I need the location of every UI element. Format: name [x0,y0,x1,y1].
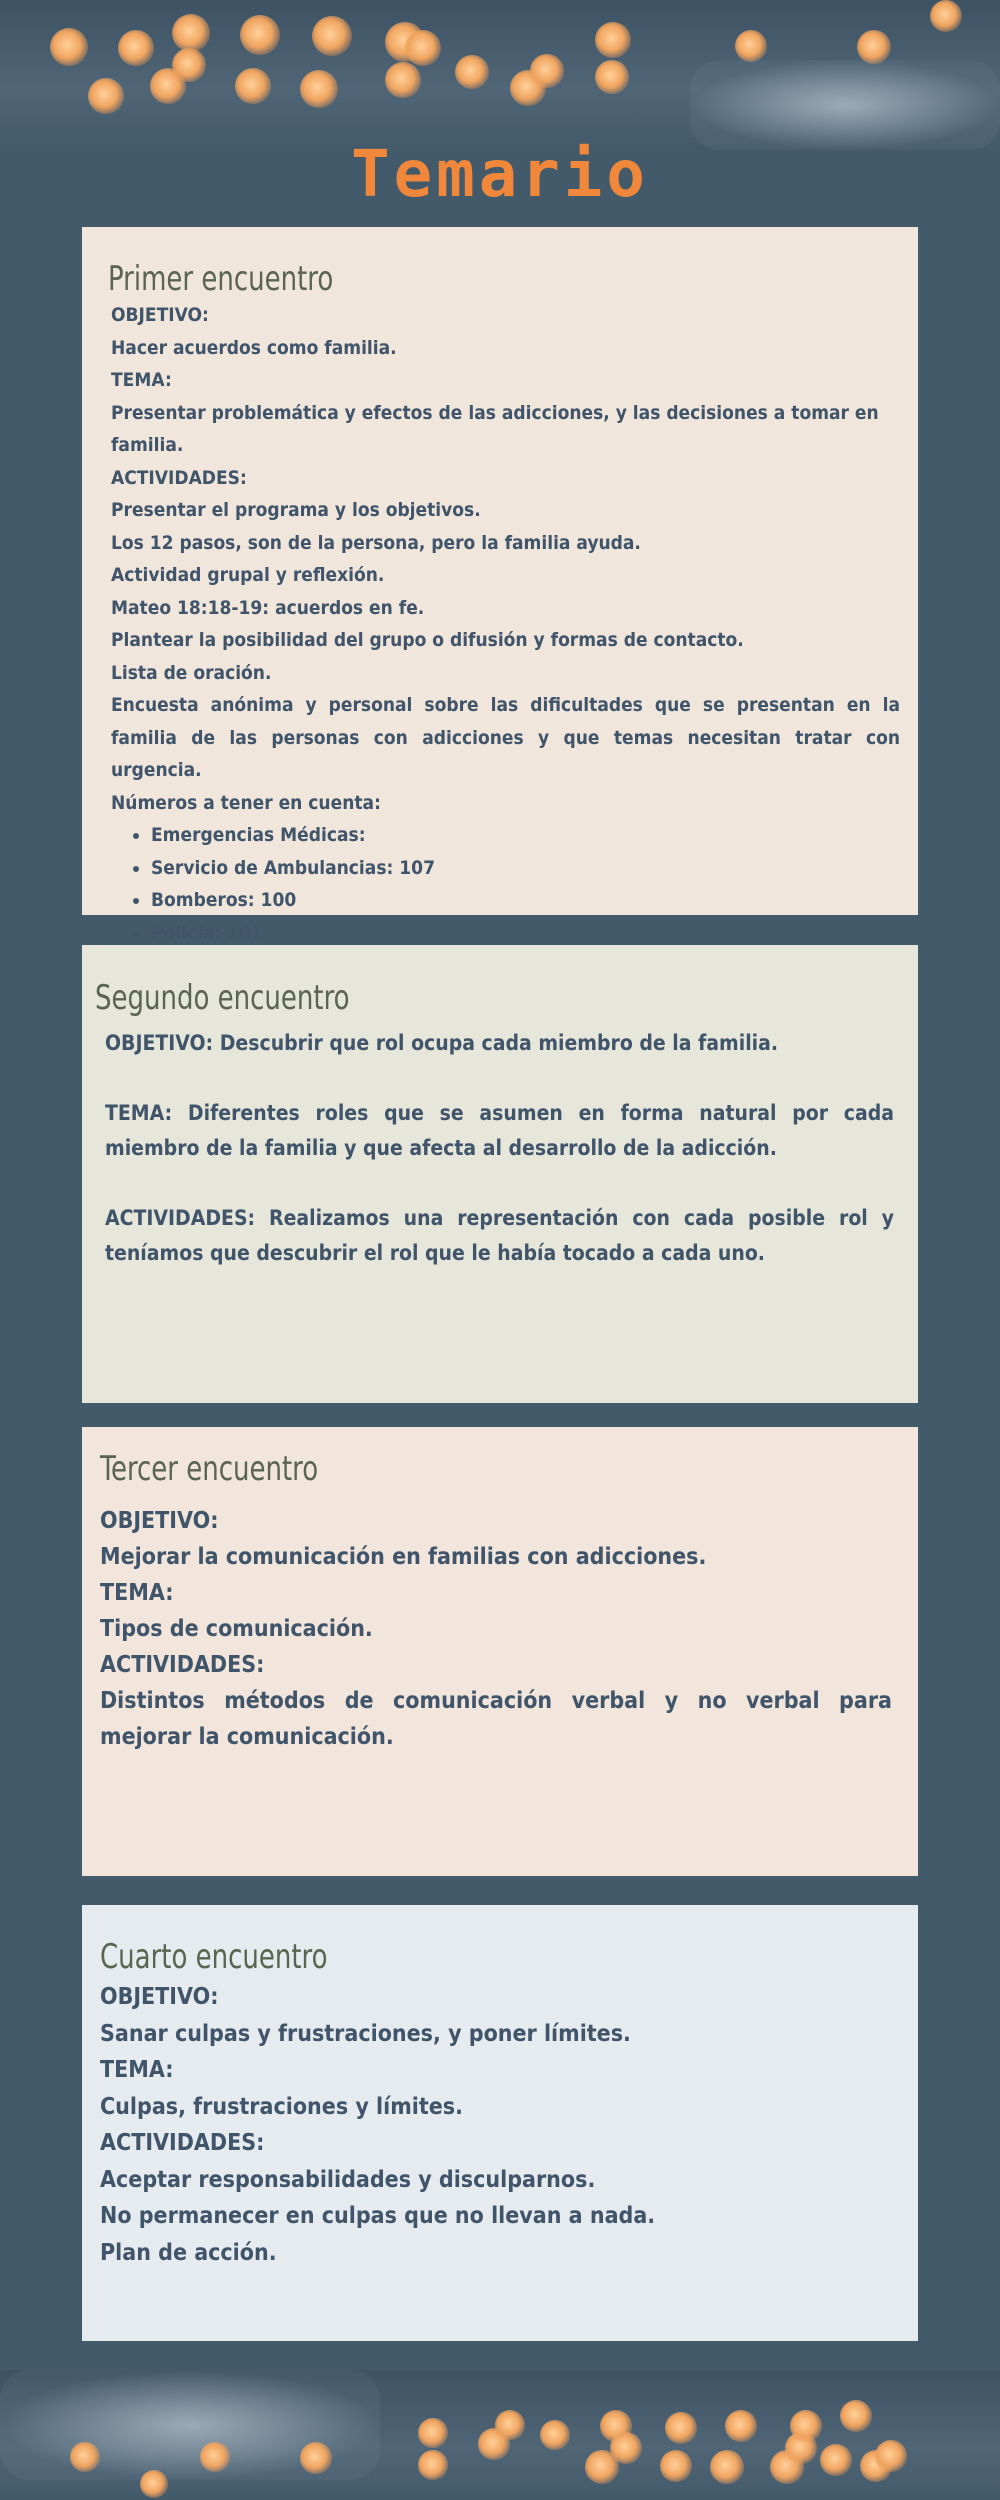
top-banner-image [0,0,1000,150]
bottom-banner-image [0,2370,1000,2500]
actividades-text: ACTIVIDADES: Realizamos una representación con cada posible rol y teníamos que descubrir el rol que le había tocado a cada uno. [105,1206,894,1265]
label-objetivo: OBJETIVO: [100,1508,219,1534]
card-title: Segundo encuentro [95,978,350,1018]
objetivo-text: Hacer acuerdos como familia. [111,336,397,359]
tema-text: Tipos de comunicación. [100,1616,373,1642]
actividad-item: No permanecer en culpas que no llevan a nada. [100,2203,656,2229]
card-title: Cuarto encuentro [100,1937,328,1977]
tema-text: Presentar problemática y efectos de las adicciones, y las decisiones a tomar en familia. [111,401,879,456]
page-title: Temario [351,138,649,212]
card-primer-encuentro [82,227,918,944]
actividad-item: Los 12 pasos, son de la persona, pero la familia ayuda. [111,531,641,554]
actividad-item: Presentar el programa y los objetivos. [111,499,481,521]
label-tema: TEMA: [100,1580,174,1606]
objetivo-text: Mejorar la comunicación en familias con adicciones. [100,1544,707,1570]
card-tercer-encuentro [82,1427,918,1876]
label-actividades: ACTIVIDADES: [111,466,247,489]
card-title: Tercer encuentro [100,1449,319,1489]
label-actividades: ACTIVIDADES: [100,2130,265,2156]
actividad-item: Plan de acción. [100,2239,277,2266]
label-objetivo: OBJETIVO: [100,1984,219,2010]
actividad-item: Plantear la posibilidad del grupo o difusión y formas de contacto. [111,629,744,651]
list-item: • Bomberos: 100 [151,884,900,917]
actividad-item: Lista de oración. [111,661,272,684]
objetivo-text: OBJETIVO: Descubrir que rol ocupa cada miembro de la familia. [105,1031,779,1055]
actividad-item: Encuesta anónima y personal sobre las dificultades que se presentan en la familia de las personas con adicciones y que temas necesitan tratar con urgencia. [111,694,900,781]
label-objetivo: OBJETIVO: [111,304,209,326]
actividad-item: Actividad grupal y reflexión. [111,564,385,586]
card-title: Primer encuentro [108,259,334,299]
tema-text: Culpas, frustraciones y límites. [100,2093,463,2120]
actividades-text: Distintos métodos de comunicación verbal y no verbal para mejorar la comunicación. [100,1688,892,1750]
actividad-item: Mateo 18:18-19: acuerdos en fe. [111,596,425,619]
list-item: • Policía: 101 [151,917,900,950]
list-item: • Emergencias Médicas: [151,819,900,852]
card-segundo-encuentro [82,945,918,1403]
label-tema: TEMA: [100,2057,174,2083]
actividad-item: Aceptar responsabilidades y disculparnos. [100,2166,596,2193]
list-item: • Servicio de Ambulancias: 107 [151,852,900,885]
objetivo-text: Sanar culpas y frustraciones, y poner límites. [100,2020,631,2047]
numeros-list [111,819,900,949]
tema-text: TEMA: Diferentes roles que se asumen en forma natural por cada miembro de la familia y que afecta al desarrollo de la adicción. [105,1101,894,1160]
label-numeros: Números a tener en cuenta: [111,791,381,814]
card-cuarto-encuentro [82,1905,918,2341]
label-actividades: ACTIVIDADES: [100,1652,265,1678]
label-tema: TEMA: [111,369,172,391]
